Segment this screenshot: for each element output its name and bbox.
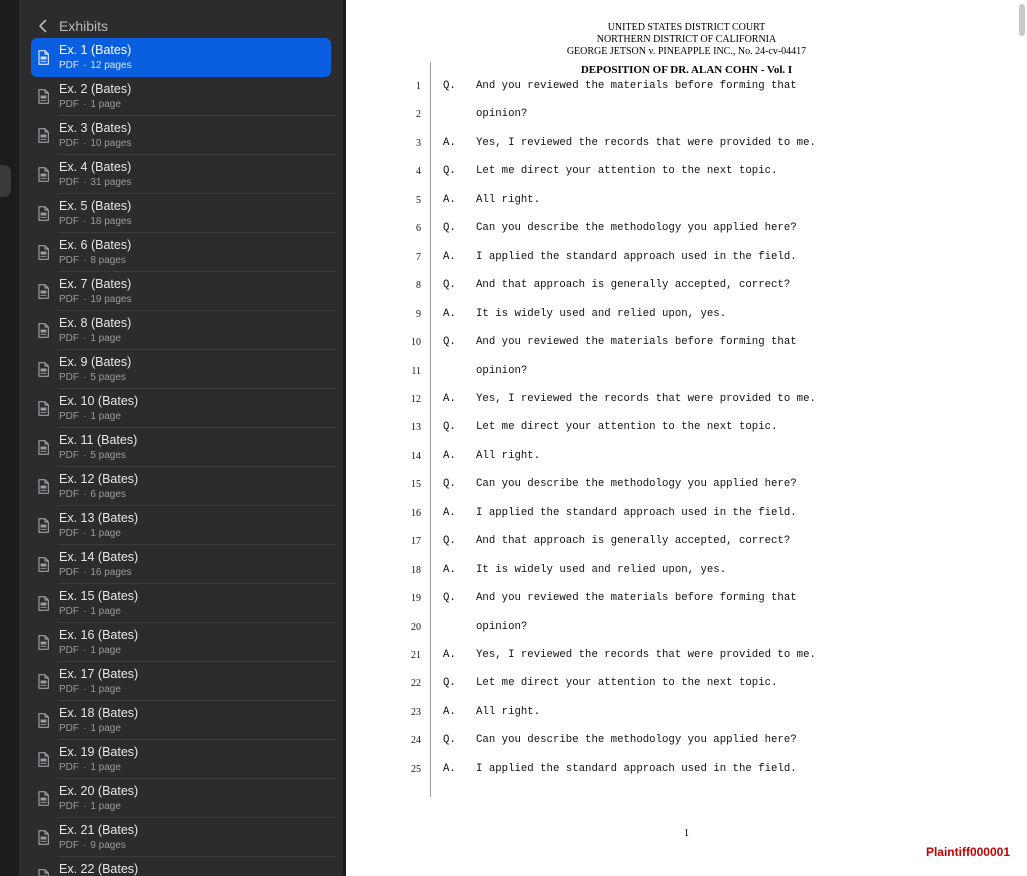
exhibit-meta xyxy=(59,411,121,422)
meta-separator: · xyxy=(83,723,87,734)
exhibit-item[interactable] xyxy=(31,818,331,857)
exhibit-type: PDF xyxy=(59,411,79,422)
line-text: All right. xyxy=(476,449,541,462)
exhibit-name: Ex. 4 (Bates) xyxy=(59,160,132,174)
meta-separator: · xyxy=(83,255,87,266)
exhibit-meta xyxy=(59,450,126,461)
line-number: 7 xyxy=(416,251,421,263)
exhibit-meta xyxy=(59,528,121,539)
line-text: I applied the standard approach used in the field. xyxy=(476,250,797,263)
exhibit-page-count: 1 page xyxy=(90,333,121,344)
exhibit-type: PDF xyxy=(59,255,79,266)
exhibit-meta xyxy=(59,762,121,773)
line-text: Let me direct your attention to the next topic. xyxy=(476,421,778,434)
pdf-file-icon xyxy=(38,479,49,494)
line-number: 25 xyxy=(411,763,421,775)
line-text: And that approach is generally accepted, correct? xyxy=(476,279,791,292)
exhibit-name: Ex. 7 (Bates) xyxy=(59,277,132,291)
speaker-label: A. xyxy=(443,392,456,405)
exhibits-sidebar xyxy=(20,0,343,876)
line-text: opinion? xyxy=(476,364,528,377)
speaker-label: Q. xyxy=(443,165,456,178)
caption-district: NORTHERN DISTRICT OF CALIFORNIA xyxy=(596,34,777,45)
line-number: 1 xyxy=(416,81,421,92)
exhibit-type: PDF xyxy=(59,138,79,149)
speaker-label: A. xyxy=(443,449,456,462)
meta-separator: · xyxy=(83,645,87,656)
exhibit-name: Ex. 12 (Bates) xyxy=(59,472,139,486)
speaker-label: A. xyxy=(443,762,456,775)
line-number: 19 xyxy=(411,593,421,605)
exhibit-page-count: 1 page xyxy=(90,684,121,695)
exhibit-item[interactable] xyxy=(31,701,331,740)
speaker-label: Q. xyxy=(443,734,456,747)
exhibit-page-count: 10 pages xyxy=(90,138,132,149)
exhibit-name: Ex. 11 (Bates) xyxy=(59,433,138,447)
pdf-file-icon xyxy=(38,128,49,143)
line-text: Let me direct your attention to the next topic. xyxy=(476,165,778,178)
line-text: All right. xyxy=(476,193,541,206)
exhibit-meta xyxy=(59,567,132,578)
exhibit-item[interactable] xyxy=(31,467,331,506)
meta-separator: · xyxy=(83,333,87,344)
exhibit-item[interactable] xyxy=(31,311,331,350)
chevron-left-icon xyxy=(35,18,51,34)
exhibit-meta xyxy=(59,333,121,344)
exhibit-page-count: 31 pages xyxy=(90,177,132,188)
page-number: 1 xyxy=(684,828,689,839)
pdf-file-icon xyxy=(38,713,49,728)
exhibit-page-count: 1 page xyxy=(90,762,121,773)
meta-separator: · xyxy=(83,216,87,227)
line-text: And that approach is generally accepted, correct? xyxy=(476,535,791,548)
pdf-file-icon xyxy=(38,245,49,260)
line-number: 14 xyxy=(411,450,421,462)
line-text: It is widely used and relied upon, yes. xyxy=(476,563,727,576)
line-text: Let me direct your attention to the next topic. xyxy=(476,677,778,690)
line-number: 16 xyxy=(411,507,421,519)
pdf-file-icon xyxy=(38,50,49,65)
exhibit-item[interactable] xyxy=(31,38,331,77)
line-text: And you reviewed the materials before forming that xyxy=(476,592,797,605)
line-number: 6 xyxy=(416,223,421,235)
exhibit-name: Ex. 3 (Bates) xyxy=(59,121,132,135)
caption-title: DEPOSITION OF DR. ALAN COHN - Vol. I xyxy=(580,64,793,76)
pdf-file-icon xyxy=(38,557,49,572)
line-number: 3 xyxy=(416,137,421,149)
exhibit-item[interactable] xyxy=(31,779,331,818)
speaker-label: Q. xyxy=(443,421,456,434)
exhibit-name: Ex. 6 (Bates) xyxy=(59,238,132,252)
line-text: I applied the standard approach used in the field. xyxy=(476,506,797,519)
exhibit-page-count: 12 pages xyxy=(90,60,132,71)
pdf-file-icon xyxy=(38,830,49,845)
exhibit-name: Ex. 9 (Bates) xyxy=(59,355,132,369)
document-viewer xyxy=(346,0,1027,876)
exhibit-page-count: 1 page xyxy=(90,645,121,656)
pdf-file-icon xyxy=(38,206,49,221)
meta-separator: · xyxy=(83,840,87,851)
line-number: 10 xyxy=(411,337,421,349)
line-number: 15 xyxy=(411,479,421,491)
speaker-label: Q. xyxy=(443,222,456,235)
speaker-label: A. xyxy=(443,563,456,576)
exhibit-type: PDF xyxy=(59,840,79,851)
speaker-label: Q. xyxy=(443,80,456,92)
exhibit-page-count: 1 page xyxy=(90,411,121,422)
exhibit-meta xyxy=(59,177,132,188)
exhibit-page-count: 1 page xyxy=(90,723,121,734)
exhibit-name: Ex. 10 (Bates) xyxy=(59,394,139,408)
exhibit-meta xyxy=(59,60,132,71)
meta-separator: · xyxy=(83,528,87,539)
exhibit-item[interactable] xyxy=(31,584,331,623)
meta-separator: · xyxy=(83,99,87,110)
exhibit-type: PDF xyxy=(59,528,79,539)
exhibit-meta xyxy=(59,606,121,617)
caption-court: UNITED STATES DISTRICT COURT xyxy=(607,22,766,33)
exhibit-type: PDF xyxy=(59,489,79,500)
exhibit-type: PDF xyxy=(59,177,79,188)
exhibit-name: Ex. 14 (Bates) xyxy=(59,550,139,564)
exhibit-page-count: 1 page xyxy=(90,606,121,617)
meta-separator: · xyxy=(83,450,87,461)
exhibit-page-count: 1 page xyxy=(90,801,121,812)
exhibit-type: PDF xyxy=(59,372,79,383)
left-rail xyxy=(0,0,20,876)
exhibit-name: Ex. 5 (Bates) xyxy=(59,199,132,213)
exhibit-item[interactable] xyxy=(31,350,331,389)
back-to-exhibits-button[interactable] xyxy=(35,15,108,37)
exhibit-item[interactable] xyxy=(31,662,331,701)
sidebar-title: Exhibits xyxy=(59,18,109,34)
pdf-file-icon xyxy=(38,167,49,182)
meta-separator: · xyxy=(83,684,87,695)
pdf-file-icon xyxy=(38,674,49,689)
line-text: And you reviewed the materials before forming that xyxy=(476,80,797,92)
exhibit-meta xyxy=(59,684,121,695)
line-text: opinion? xyxy=(476,620,528,633)
exhibit-name: Ex. 16 (Bates) xyxy=(59,628,139,642)
exhibit-name: Ex. 20 (Bates) xyxy=(59,784,139,798)
meta-separator: · xyxy=(83,567,87,578)
meta-separator: · xyxy=(83,411,87,422)
exhibit-item[interactable] xyxy=(31,272,331,311)
exhibit-meta xyxy=(59,294,132,305)
exhibit-meta xyxy=(59,723,121,734)
exhibit-page-count: 6 pages xyxy=(90,489,126,500)
line-number: 22 xyxy=(411,678,421,690)
pdf-file-icon xyxy=(38,791,49,806)
exhibit-page-count: 1 page xyxy=(90,528,121,539)
exhibit-type: PDF xyxy=(59,333,79,344)
speaker-label: Q. xyxy=(443,336,456,349)
exhibit-meta xyxy=(59,801,121,812)
exhibit-item[interactable] xyxy=(31,428,331,467)
exhibit-name: Ex. 19 (Bates) xyxy=(59,745,139,759)
meta-separator: · xyxy=(83,177,87,188)
exhibit-page-count: 8 pages xyxy=(90,255,126,266)
line-number: 21 xyxy=(411,650,421,661)
exhibit-meta xyxy=(59,255,126,266)
exhibit-type: PDF xyxy=(59,567,79,578)
line-text: All right. xyxy=(476,705,541,718)
exhibit-type: PDF xyxy=(59,762,79,773)
exhibit-meta xyxy=(59,372,126,383)
line-number: 12 xyxy=(411,393,421,405)
exhibit-meta xyxy=(59,99,121,110)
meta-separator: · xyxy=(83,138,87,149)
exhibit-type: PDF xyxy=(59,216,79,227)
pdf-file-icon xyxy=(38,89,49,104)
pdf-file-icon xyxy=(38,362,49,377)
exhibit-page-count: 18 pages xyxy=(90,216,132,227)
exhibit-type: PDF xyxy=(59,645,79,656)
line-number: 17 xyxy=(411,536,421,548)
exhibit-meta xyxy=(59,216,132,227)
speaker-label: A. xyxy=(443,193,456,206)
exhibit-item[interactable] xyxy=(31,155,331,194)
exhibit-type: PDF xyxy=(59,606,79,617)
exhibit-meta xyxy=(59,645,121,656)
exhibit-name: Ex. 17 (Bates) xyxy=(59,667,139,681)
exhibit-name: Ex. 18 (Bates) xyxy=(59,706,139,720)
speaker-label: Q. xyxy=(443,279,456,292)
meta-separator: · xyxy=(83,489,87,500)
speaker-label: A. xyxy=(443,136,456,149)
speaker-label: A. xyxy=(443,705,456,718)
exhibit-name: Ex. 15 (Bates) xyxy=(59,589,139,603)
exhibit-item[interactable] xyxy=(31,116,331,155)
exhibit-page-count: 1 page xyxy=(90,99,121,110)
speaker-label: A. xyxy=(443,250,456,263)
exhibit-meta xyxy=(59,138,132,149)
exhibit-item[interactable] xyxy=(31,623,331,662)
pdf-file-icon xyxy=(38,518,49,533)
line-number: 24 xyxy=(411,735,421,747)
caption-case: GEORGE JETSON v. PINEAPPLE INC., No. 24-cv-04417 xyxy=(566,46,807,57)
transcript-margin-line xyxy=(430,62,431,797)
exhibit-item[interactable] xyxy=(31,194,331,233)
exhibit-item[interactable] xyxy=(31,506,331,545)
line-text: Can you describe the methodology you applied here? xyxy=(476,478,797,491)
meta-separator: · xyxy=(83,606,87,617)
meta-separator: · xyxy=(83,372,87,383)
line-text: It is widely used and relied upon, yes. xyxy=(476,307,727,320)
pdf-file-icon xyxy=(38,284,49,299)
exhibit-page-count: 19 pages xyxy=(90,294,132,305)
speaker-label: A. xyxy=(443,649,456,661)
meta-separator: · xyxy=(83,294,87,305)
line-text: Yes, I reviewed the records that were provided to me. xyxy=(476,649,816,661)
line-text: Can you describe the methodology you applied here? xyxy=(476,734,797,747)
line-number: 18 xyxy=(411,564,421,576)
line-number: 5 xyxy=(416,194,421,206)
exhibit-name: Ex. 2 (Bates) xyxy=(59,82,132,96)
line-number: 13 xyxy=(411,422,421,434)
exhibit-item[interactable] xyxy=(31,740,331,779)
pdf-file-icon xyxy=(38,635,49,650)
speaker-label: A. xyxy=(443,506,456,519)
exhibit-page-count: 9 pages xyxy=(90,840,126,851)
exhibit-type: PDF xyxy=(59,684,79,695)
exhibit-name: Ex. 13 (Bates) xyxy=(59,511,139,525)
line-number: 9 xyxy=(416,308,421,320)
line-text: opinion? xyxy=(476,108,528,121)
speaker-label: Q. xyxy=(443,478,456,491)
meta-separator: · xyxy=(83,60,87,71)
pdf-file-icon xyxy=(38,596,49,611)
exhibit-list xyxy=(31,38,331,876)
line-text: I applied the standard approach used in the field. xyxy=(476,762,797,775)
exhibit-type: PDF xyxy=(59,450,79,461)
exhibit-type: PDF xyxy=(59,294,79,305)
exhibit-type: PDF xyxy=(59,99,79,110)
exhibit-page-count: 16 pages xyxy=(90,567,132,578)
exhibit-name: Ex. 1 (Bates) xyxy=(59,43,132,57)
speaker-label: Q. xyxy=(443,677,456,690)
exhibit-page-count: 5 pages xyxy=(90,450,126,461)
line-text: Yes, I reviewed the records that were provided to me. xyxy=(476,392,816,405)
exhibit-name: Ex. 22 (Bates) xyxy=(59,862,139,876)
exhibit-meta xyxy=(59,840,126,851)
pdf-file-icon xyxy=(38,401,49,416)
exhibit-item[interactable] xyxy=(31,857,331,876)
exhibit-page-count: 5 pages xyxy=(90,372,126,383)
speaker-label: Q. xyxy=(443,535,456,548)
exhibit-item[interactable] xyxy=(31,389,331,428)
exhibit-item[interactable] xyxy=(31,77,331,116)
line-number: 23 xyxy=(411,706,421,718)
bates-stamp: Plaintiff000001 xyxy=(925,845,1010,859)
meta-separator: · xyxy=(83,762,87,773)
exhibit-type: PDF xyxy=(59,801,79,812)
exhibit-meta xyxy=(59,489,126,500)
line-number: 4 xyxy=(416,166,421,178)
exhibit-type: PDF xyxy=(59,723,79,734)
rail-tab-indicator[interactable] xyxy=(0,165,11,197)
line-text: And you reviewed the materials before forming that xyxy=(476,336,797,349)
speaker-label: Q. xyxy=(443,592,456,605)
speaker-label: A. xyxy=(443,307,456,320)
exhibit-type: PDF xyxy=(59,60,79,71)
pdf-file-icon xyxy=(38,869,49,876)
meta-separator: · xyxy=(83,801,87,812)
line-text: Yes, I reviewed the records that were provided to me. xyxy=(476,136,816,149)
exhibit-name: Ex. 8 (Bates) xyxy=(59,316,132,330)
line-number: 20 xyxy=(411,621,421,633)
exhibit-name: Ex. 21 (Bates) xyxy=(59,823,139,837)
exhibit-item[interactable] xyxy=(31,545,331,584)
pdf-file-icon xyxy=(38,440,49,455)
line-number: 8 xyxy=(416,280,421,292)
pdf-file-icon xyxy=(38,752,49,767)
line-number: 2 xyxy=(416,109,421,121)
pdf-file-icon xyxy=(38,323,49,338)
exhibit-item[interactable] xyxy=(31,233,331,272)
line-number: 11 xyxy=(411,365,421,377)
line-text: Can you describe the methodology you applied here? xyxy=(476,222,797,235)
